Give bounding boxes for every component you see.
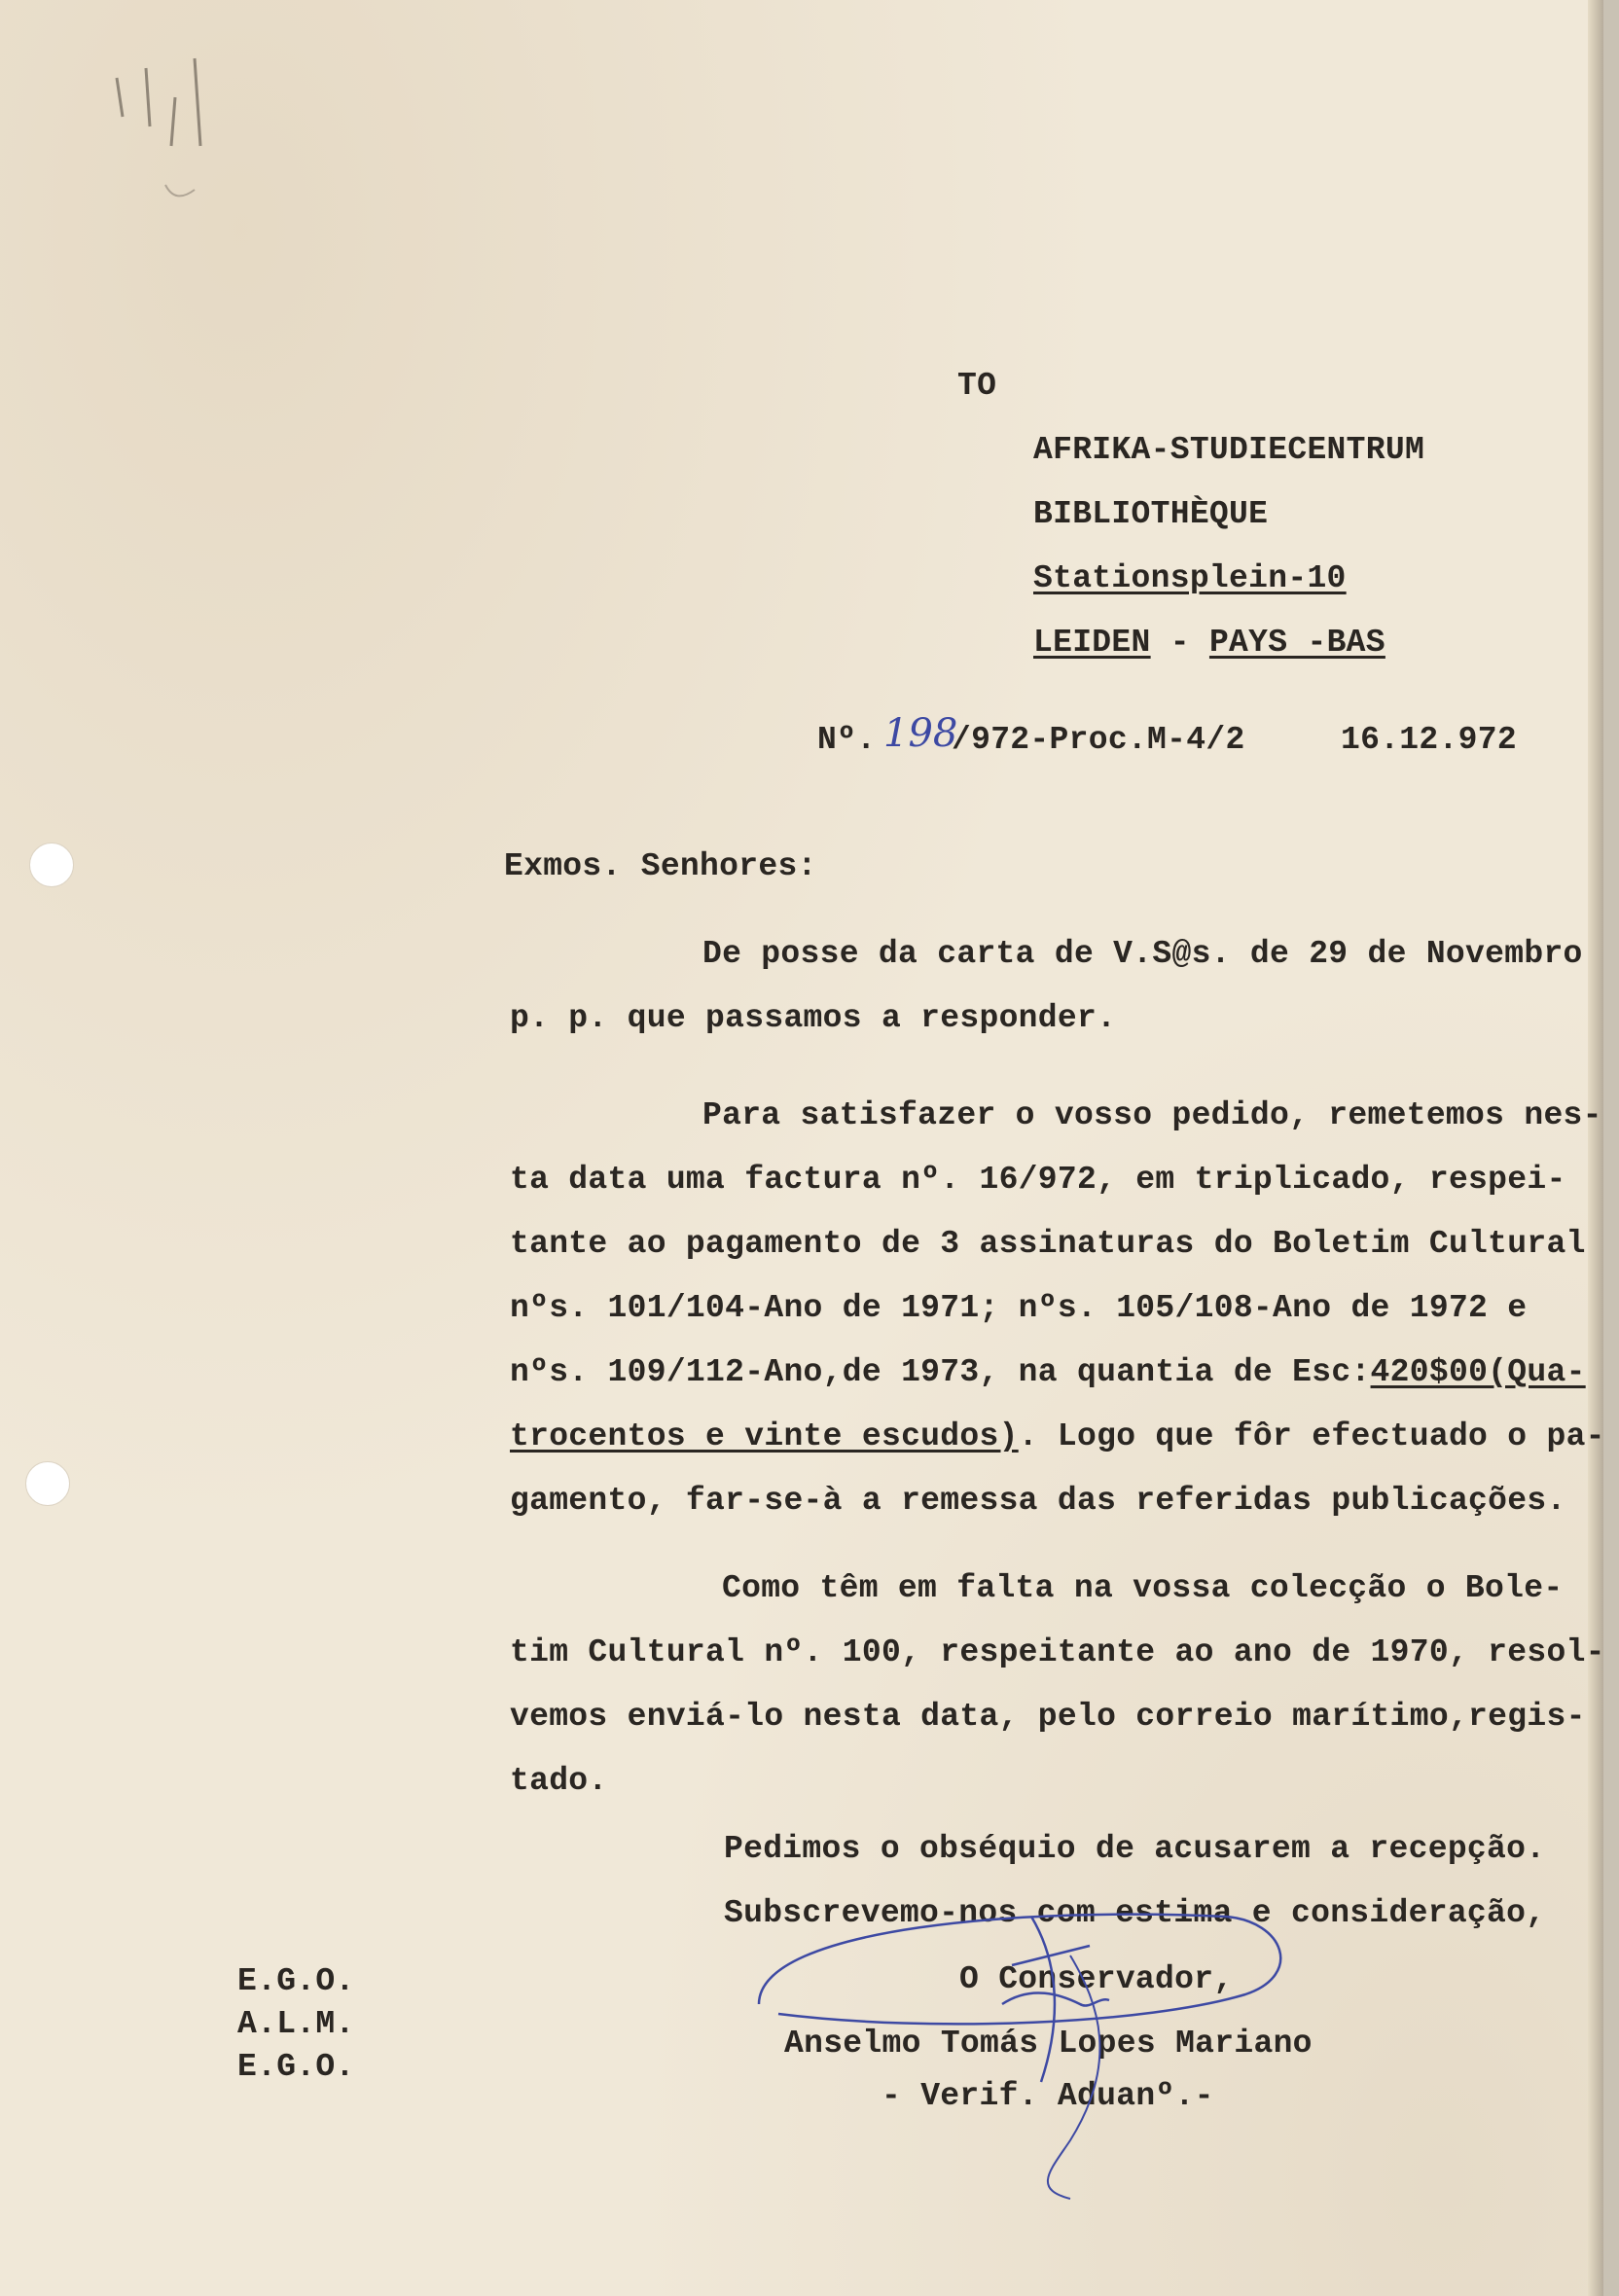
initials-line-1: E.G.O.	[237, 1963, 355, 1999]
signature-name: Anselmo Tomás Lopes Mariano	[784, 2026, 1313, 2062]
paragraph-3-line-4: tado.	[510, 1763, 608, 1799]
paragraph-3-line-3: vemos enviá-lo nesta data, pelo correio marítimo,regis-	[510, 1699, 1586, 1735]
payment-amount: 420$00(Qua-	[1370, 1354, 1586, 1390]
address-separator: -	[1169, 625, 1190, 661]
initials-line-3: E.G.O.	[237, 2049, 355, 2085]
punch-hole-top	[29, 843, 74, 887]
paragraph-3-line-2: tim Cultural nº. 100, respeitante ao ano de 1970, resol-	[510, 1634, 1605, 1670]
paragraph-2-line-7: gamento, far-se-à a remessa das referidas publicações.	[510, 1483, 1566, 1519]
paragraph-2-line-2: ta data uma factura nº. 16/972, em triplicado, respei-	[510, 1162, 1566, 1198]
paragraph-2-line-5	[510, 1356, 1586, 1388]
reference-handwritten-number: 198	[883, 711, 958, 756]
paragraph-1-line-1: De posse da carta de V.S@s. de 29 de Novembro	[702, 936, 1583, 972]
paragraph-2-line-4: nºs. 101/104-Ano de 1971; nºs. 105/108-Ano de 1972 e	[510, 1290, 1528, 1326]
signature-title: O Conservador,	[959, 1961, 1234, 1997]
address-country: PAYS -BAS	[1208, 625, 1385, 661]
letter-date: 16.12.972	[1341, 722, 1517, 758]
paragraph-2-line-3: tante ao pagamento de 3 assinaturas do Boletim Cultural	[510, 1226, 1586, 1262]
salutation: Exmos. Senhores:	[504, 848, 817, 884]
payment-amount-words: trocentos e vinte escudos)	[510, 1418, 1019, 1454]
payment-text: nºs. 109/112-Ano,de 1973, na quantia de Esc:	[510, 1354, 1371, 1390]
closing-line-2: Subscrevemo-nos com estima e consideração,	[724, 1895, 1546, 1931]
reference-suffix: /972-Proc.M-4/2	[952, 722, 1245, 758]
address-line-3: Stationsplein-10	[1033, 560, 1347, 596]
payment-followup: . Logo que fôr efectuado o pa-	[1018, 1418, 1605, 1454]
closing-line-1: Pedimos o obséquio de acusarem a recepção.	[724, 1831, 1546, 1867]
address-line-4	[1033, 627, 1385, 659]
to-label: TO	[957, 368, 997, 404]
address-line-2: BIBLIOTHÈQUE	[1033, 496, 1269, 532]
paragraph-3-line-1: Como têm em falta na vossa colecção o Bole-	[722, 1570, 1564, 1606]
punch-hole-bottom	[25, 1461, 70, 1506]
initials-line-2: A.L.M.	[237, 2006, 355, 2042]
reference-prefix: Nº.	[817, 722, 877, 758]
handwritten-signature	[739, 1887, 1323, 2218]
signature-role: - Verif. Aduanº.-	[881, 2078, 1214, 2114]
paragraph-1-line-2: p. p. que passamos a responder.	[510, 1000, 1117, 1036]
pencil-scribble	[78, 39, 253, 214]
paragraph-2-line-1: Para satisfazer o vosso pedido, remetemos nes-	[702, 1097, 1602, 1133]
address-city: LEIDEN	[1033, 625, 1151, 661]
page-edge-shadow	[1588, 0, 1603, 2296]
address-line-1: AFRIKA-STUDIECENTRUM	[1033, 432, 1425, 468]
paragraph-2-line-6	[510, 1420, 1605, 1453]
